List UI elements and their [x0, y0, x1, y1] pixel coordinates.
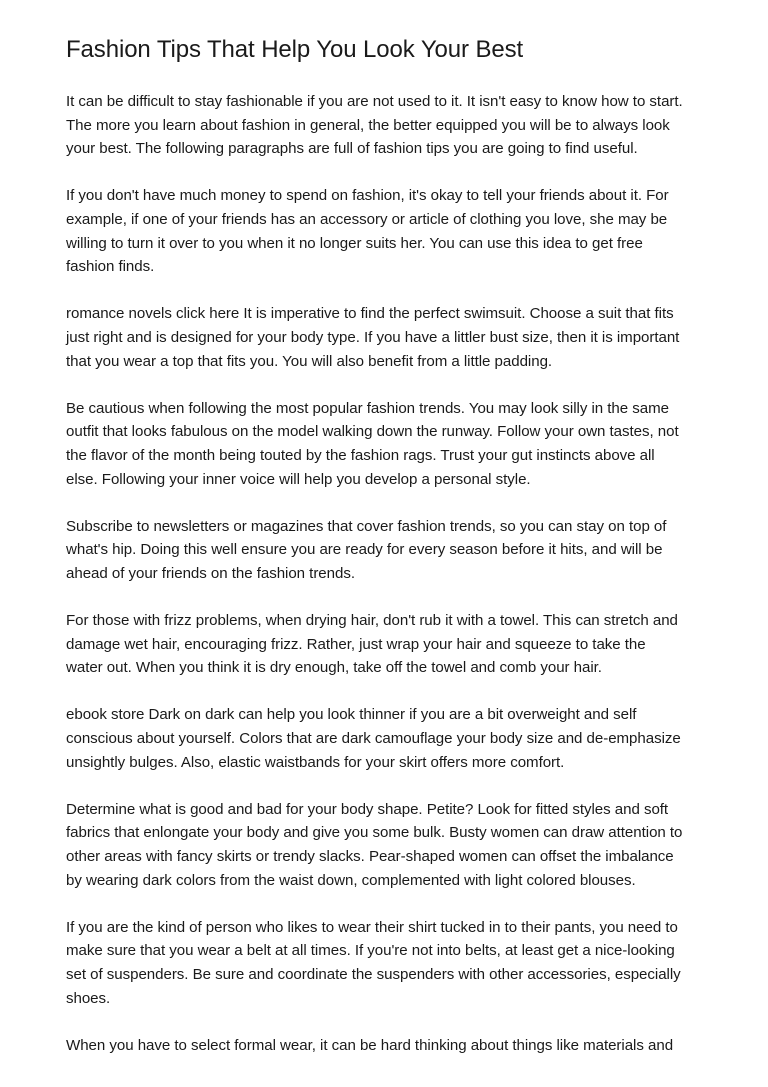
paragraph-line: just right and is designed for your body type. If you have a littler bust size, then it is important [66, 328, 680, 346]
paragraph-line: damage wet hair, encouraging frizz. Rather, just wrap your hair and squeeze to take the [66, 635, 646, 653]
paragraph [66, 397, 716, 491]
paragraph-line: willing to turn it over to you when it no longer suits her. You can use this idea to get free [66, 234, 643, 252]
paragraph-line: water out. When you think it is dry enough, take off the towel and comb your hair. [66, 659, 602, 677]
paragraph-line: For those with frizz problems, when drying hair, don't rub it with a towel. This can stretch and [66, 612, 678, 630]
paragraph [66, 798, 716, 892]
document-page [66, 36, 716, 1081]
paragraph [66, 1034, 716, 1058]
paragraph [66, 90, 716, 161]
paragraph-line: If you don't have much money to spend on fashion, it's okay to tell your friends about it. For [66, 187, 669, 205]
paragraph-line: When you have to select formal wear, it can be hard thinking about things like materials and [66, 1036, 674, 1054]
paragraph-line: outfit that looks fabulous on the model walking down the runway. Follow your own tastes, not [66, 423, 679, 441]
paragraph-line: other areas with fancy skirts or trendy slacks. Pear-shaped women can offset the imbalance [66, 848, 674, 865]
paragraph [66, 184, 716, 278]
paragraph-line: that you wear a top that fits you. You will also benefit from a little padding. [66, 352, 553, 370]
paragraph-line: the flavor of the month being touted by the fashion rags. Trust your gut instincts above all [66, 446, 655, 464]
paragraph-line: fashion finds. [66, 258, 155, 276]
paragraph-line: If you are the kind of person who likes to wear their shirt tucked in to their pants, you need to [66, 918, 678, 936]
paragraph-line: ahead of your friends on the fashion trends. [66, 564, 355, 582]
paragraph-line: else. Following your inner voice will help you develop a personal style. [66, 470, 531, 488]
paragraph-line: unsightly bulges. Also, elastic waistbands for your skirt offers more comfort. [66, 753, 565, 771]
paragraph-line: by wearing dark colors from the waist down, complemented with light colored blouses. [66, 871, 636, 889]
document-title: Fashion Tips That Help You Look Your Best [66, 36, 524, 63]
paragraph-line: The more you learn about fashion in general, the better equipped you will be to always look [66, 116, 670, 134]
paragraph-line: It can be difficult to stay fashionable if you are not used to it. It isn't easy to know how to start. [66, 93, 683, 110]
paragraph-line: ebook store Dark on dark can help you look thinner if you are a bit overweight and self [66, 706, 637, 724]
paragraph-line: set of suspenders. Be sure and coordinate the suspenders with other accessories, especially [66, 965, 681, 983]
paragraph-line: your best. The following paragraphs are full of fashion tips you are going to find useful. [66, 140, 638, 158]
paragraph-line: Be cautious when following the most popular fashion trends. You may look silly in the same [66, 399, 669, 417]
paragraph-line: conscious about yourself. Colors that are dark camouflage your body size and de-emphasize [66, 730, 681, 748]
paragraph-line: Determine what is good and bad for your body shape. Petite? Look for fitted styles and soft [66, 800, 669, 818]
paragraph-line: make sure that you wear a belt at all times. If you're not into belts, at least get a nice-looking [66, 942, 675, 960]
paragraph [66, 703, 716, 774]
paragraph [66, 515, 716, 586]
document-body [66, 90, 716, 1057]
paragraph-line: what's hip. Doing this well ensure you are ready for every season before it hits, and will be [66, 541, 663, 559]
paragraph [66, 302, 716, 373]
paragraph-line: Subscribe to newsletters or magazines that cover fashion trends, so you can stay on top of [66, 517, 667, 535]
paragraph [66, 916, 716, 1010]
paragraph-line: romance novels click here It is imperative to find the perfect swimsuit. Choose a suit that fits [66, 305, 674, 323]
paragraph-line: fabrics that enlongate your body and give you some bulk. Busty women can draw attention to [66, 824, 683, 842]
paragraph [66, 609, 716, 680]
paragraph-line: shoes. [66, 989, 111, 1007]
paragraph-line: example, if one of your friends has an accessory or article of clothing you love, she may be [66, 210, 668, 228]
